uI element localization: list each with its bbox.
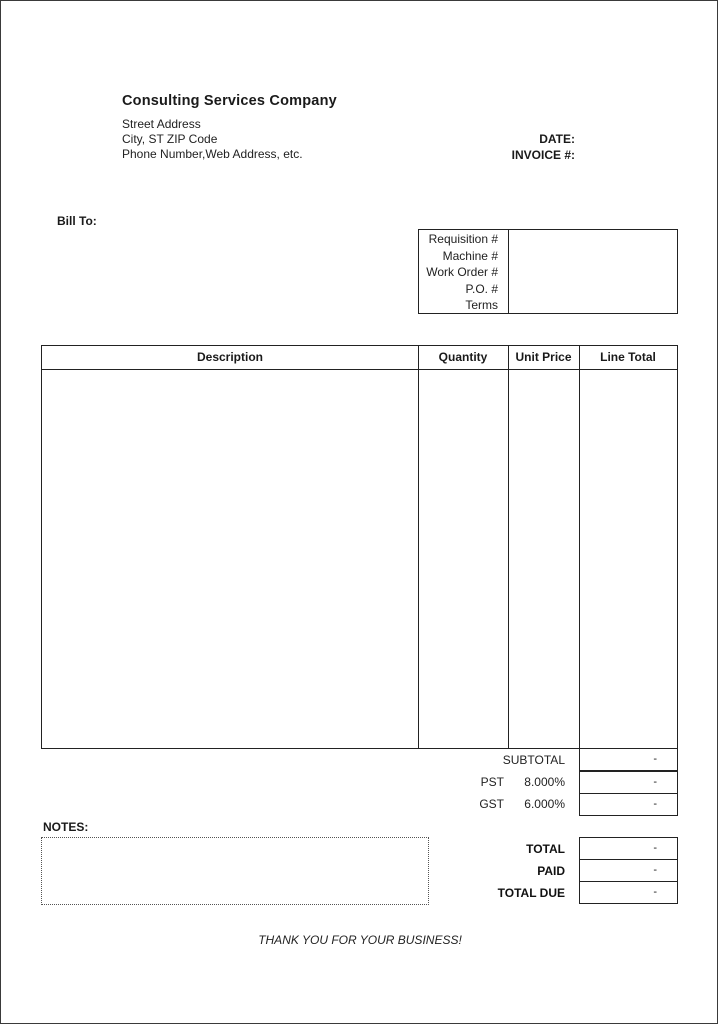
reference-values-field[interactable] bbox=[509, 230, 677, 313]
company-name: Consulting Services Company bbox=[122, 93, 337, 109]
po-label: P.O. # bbox=[465, 282, 498, 296]
paid-value[interactable]: - bbox=[579, 859, 678, 882]
terms-label: Terms bbox=[465, 298, 498, 312]
paid-label: PAID bbox=[537, 864, 565, 878]
machine-label: Machine # bbox=[442, 249, 498, 263]
column-header-unit-price: Unit Price bbox=[515, 350, 572, 364]
company-street: Street Address bbox=[122, 117, 201, 131]
reference-labels-column bbox=[419, 230, 509, 313]
date-label: DATE: bbox=[539, 132, 575, 146]
company-contact: Phone Number,Web Address, etc. bbox=[122, 147, 303, 161]
subtotal-label: SUBTOTAL bbox=[502, 753, 565, 767]
thank-you-message: THANK YOU FOR YOUR BUSINESS! bbox=[258, 933, 462, 947]
total-value: - bbox=[579, 837, 678, 860]
column-header-description: Description bbox=[196, 350, 263, 364]
total-label: TOTAL bbox=[526, 842, 565, 856]
invoice-number-label: INVOICE #: bbox=[511, 148, 575, 162]
gst-label: GST bbox=[479, 797, 504, 811]
pst-rate: 8.000% bbox=[524, 775, 565, 789]
notes-field[interactable] bbox=[41, 837, 429, 905]
reference-fields-box bbox=[418, 229, 678, 314]
work-order-label: Work Order # bbox=[426, 265, 498, 279]
line-total-cells[interactable] bbox=[580, 370, 677, 748]
bill-to-label: Bill To: bbox=[57, 214, 97, 228]
pst-value: - bbox=[579, 771, 678, 794]
quantity-cells[interactable] bbox=[419, 370, 508, 748]
pst-label: PST bbox=[480, 775, 504, 789]
column-header-line-total: Line Total bbox=[600, 350, 656, 364]
line-items-table bbox=[41, 345, 678, 749]
total-due-label: TOTAL DUE bbox=[497, 886, 565, 900]
notes-label: NOTES: bbox=[43, 820, 89, 834]
column-header-quantity: Quantity bbox=[438, 350, 488, 364]
requisition-label: Requisition # bbox=[428, 232, 498, 246]
subtotal-value: - bbox=[579, 748, 678, 771]
total-due-value: - bbox=[579, 881, 678, 904]
gst-value: - bbox=[579, 793, 678, 816]
unit-price-cells[interactable] bbox=[509, 370, 579, 748]
company-city: City, ST ZIP Code bbox=[122, 132, 218, 146]
gst-rate: 6.000% bbox=[524, 797, 565, 811]
description-cells[interactable] bbox=[42, 370, 418, 748]
